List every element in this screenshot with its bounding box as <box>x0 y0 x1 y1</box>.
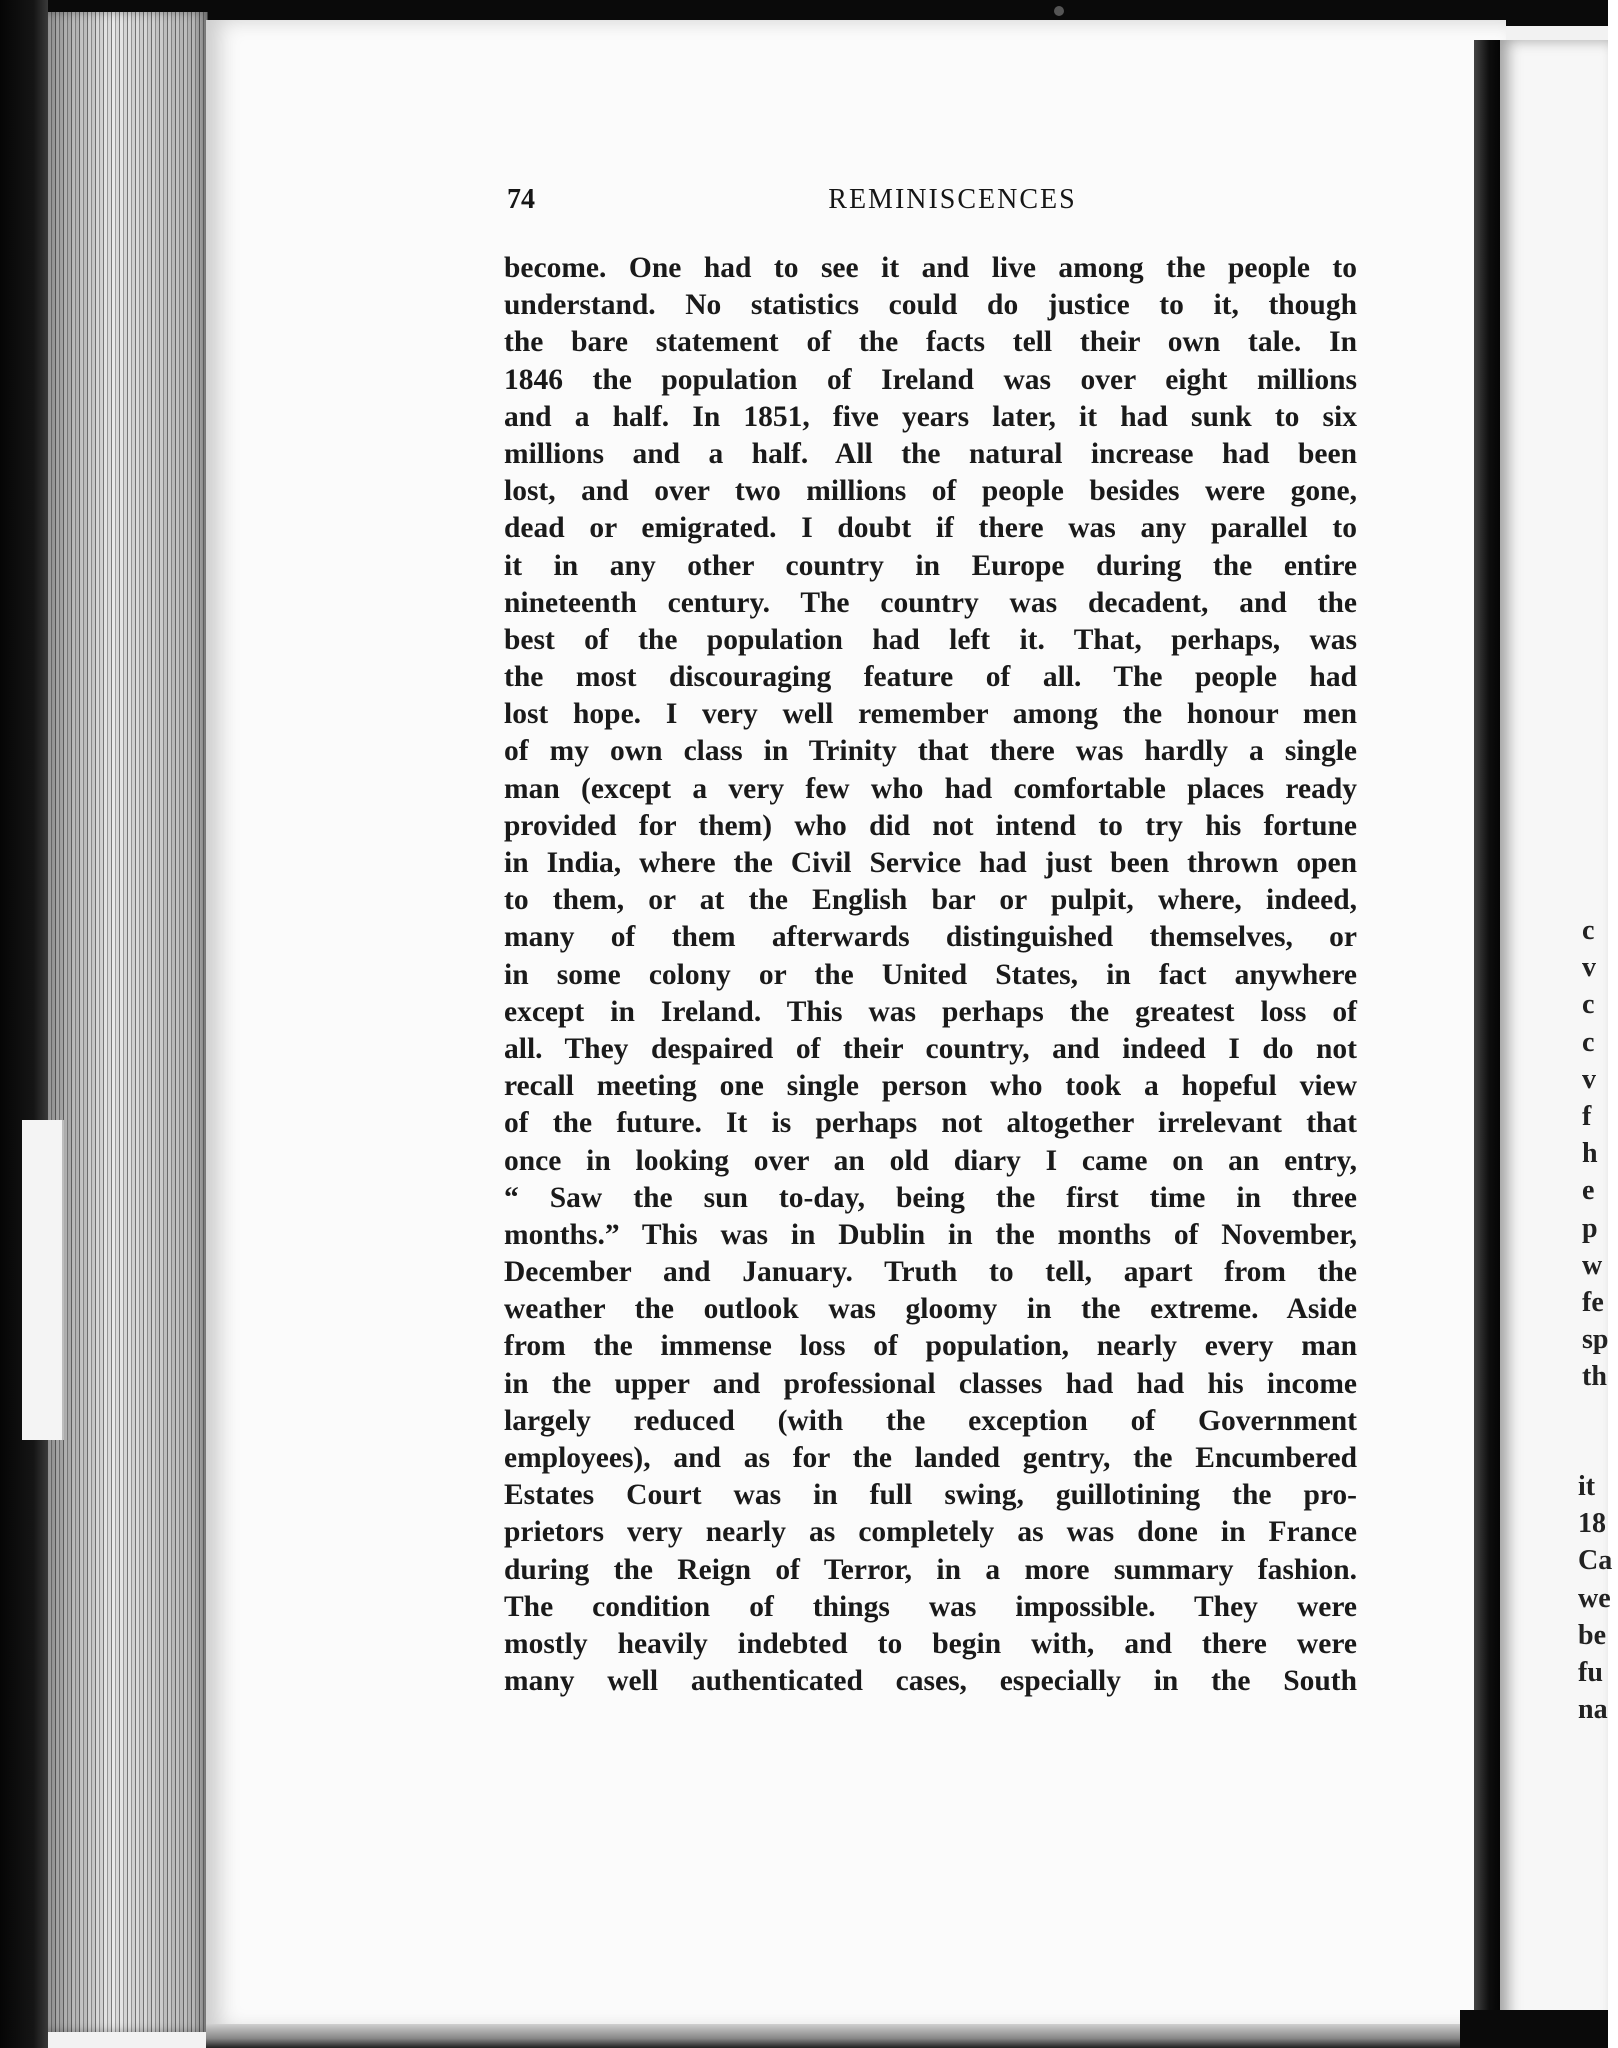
body-text <box>504 250 1357 1700</box>
facing-page-text-lower <box>1578 1468 1618 1728</box>
facing-page-fragment: Ca <box>1578 1545 1613 1577</box>
facing-page-fragment: 18 <box>1578 1508 1606 1540</box>
facing-page-fragment: p <box>1582 1212 1598 1244</box>
text-line: employees), and as for the landed gentry, the Encumbered <box>504 1442 1357 1474</box>
text-line: provided for them) who did not intend to try his fortune <box>504 809 1357 842</box>
facing-page-fragment: be <box>1578 1619 1606 1651</box>
text-line: it in any other country in Europe during the entire <box>504 549 1357 582</box>
text-line: many of them afterwards distinguished themselves, or <box>504 921 1357 954</box>
text-line: lost hope. I very well remember among the honour men <box>504 698 1357 731</box>
text-line: months.” This was in Dublin in the months of November, <box>504 1218 1357 1251</box>
text-line: of the future. It is perhaps not altogether irrelevant that <box>504 1107 1357 1140</box>
text-line: understand. No statistics could do justice to it, though <box>504 289 1357 322</box>
scan-bottom-border <box>1460 2010 1608 2048</box>
facing-page-fragment: fe <box>1582 1286 1604 1318</box>
running-head <box>505 184 1360 224</box>
text-line: mostly heavily indebted to begin with, and there were <box>504 1627 1357 1660</box>
facing-page-fragment: fu <box>1578 1656 1603 1688</box>
text-line: “ Saw the sun to-day, being the first time in three <box>504 1181 1357 1214</box>
facing-page-fragment: na <box>1578 1694 1608 1726</box>
facing-page-fragment: f <box>1582 1100 1592 1132</box>
running-head-title: REMINISCENCES <box>828 184 1077 215</box>
text-line: in some colony or the United States, in fact anywhere <box>504 958 1357 991</box>
text-line: largely reduced (with the exception of Government <box>504 1404 1357 1437</box>
facing-page-fragment: c <box>1582 1026 1595 1058</box>
text-line: December and January. Truth to tell, apart from the <box>504 1256 1357 1289</box>
text-line: become. One had to see it and live among the people to <box>504 252 1357 284</box>
text-line: man (except a very few who had comfortable places ready <box>504 772 1357 805</box>
facing-page-fragment: we <box>1578 1582 1611 1614</box>
facing-page-text-upper <box>1582 912 1612 1395</box>
facing-page-fragment: c <box>1582 915 1595 946</box>
text-line: prietors very nearly as completely as was done in France <box>504 1516 1357 1549</box>
facing-page-fragment: c <box>1582 989 1595 1021</box>
text-line: The condition of things was impossible. They were <box>504 1590 1357 1623</box>
text-line: the most discouraging feature of all. The people had <box>504 661 1357 694</box>
text-line: many well authenticated cases, especially in the South <box>504 1665 1357 1698</box>
page-number: 74 <box>507 184 535 215</box>
book-gutter <box>1474 40 1500 2030</box>
facing-page-fragment: v <box>1582 1063 1596 1095</box>
facing-page-fragment: sp <box>1582 1324 1609 1356</box>
facing-page-fragment: w <box>1582 1249 1603 1281</box>
page-bottom-edge <box>206 2024 1466 2048</box>
text-line: recall meeting one single person who took a hopeful view <box>504 1070 1357 1103</box>
facing-page-fragment: e <box>1582 1175 1595 1207</box>
text-line: lost, and over two millions of people besides were gone, <box>504 475 1357 508</box>
text-line: Estates Court was in full swing, guillotining the pro- <box>504 1479 1357 1512</box>
text-line: in the upper and professional classes had had his income <box>504 1367 1357 1400</box>
text-line: the bare statement of the facts tell their own tale. In <box>504 326 1357 359</box>
text-line: from the immense loss of population, nearly every man <box>504 1330 1357 1363</box>
dust-speck <box>1054 6 1064 16</box>
text-line: millions and a half. All the natural increase had been <box>504 437 1357 470</box>
text-line: of my own class in Trinity that there was hardly a single <box>504 735 1357 768</box>
facing-page-fragment: v <box>1582 952 1596 984</box>
facing-page-fragment: h <box>1582 1138 1598 1170</box>
text-line: all. They despaired of their country, and indeed I do not <box>504 1032 1357 1065</box>
text-line: best of the population had left it. That, perhaps, was <box>504 623 1357 656</box>
text-line: and a half. In 1851, five years later, it had sunk to six <box>504 400 1357 433</box>
facing-page-fragment: th <box>1582 1361 1607 1393</box>
book-fore-edge-shade <box>48 12 208 2032</box>
text-line: weather the outlook was gloomy in the extreme. Aside <box>504 1293 1357 1326</box>
text-line: during the Reign of Terror, in a more summary fashion. <box>504 1553 1357 1586</box>
text-line: except in Ireland. This was perhaps the greatest loss of <box>504 995 1357 1028</box>
text-line: nineteenth century. The country was decadent, and the <box>504 586 1357 619</box>
page-edge-tab <box>22 1120 64 1440</box>
text-line: to them, or at the English bar or pulpit, where, indeed, <box>504 884 1357 917</box>
text-line: dead or emigrated. I doubt if there was any parallel to <box>504 512 1357 545</box>
text-line: 1846 the population of Ireland was over eight millions <box>504 363 1357 396</box>
scan-left-border <box>0 0 48 2048</box>
text-line: in India, where the Civil Service had just been thrown open <box>504 847 1357 879</box>
facing-page-fragment: it <box>1578 1471 1596 1502</box>
text-line: once in looking over an old diary I came on an entry, <box>504 1144 1357 1177</box>
